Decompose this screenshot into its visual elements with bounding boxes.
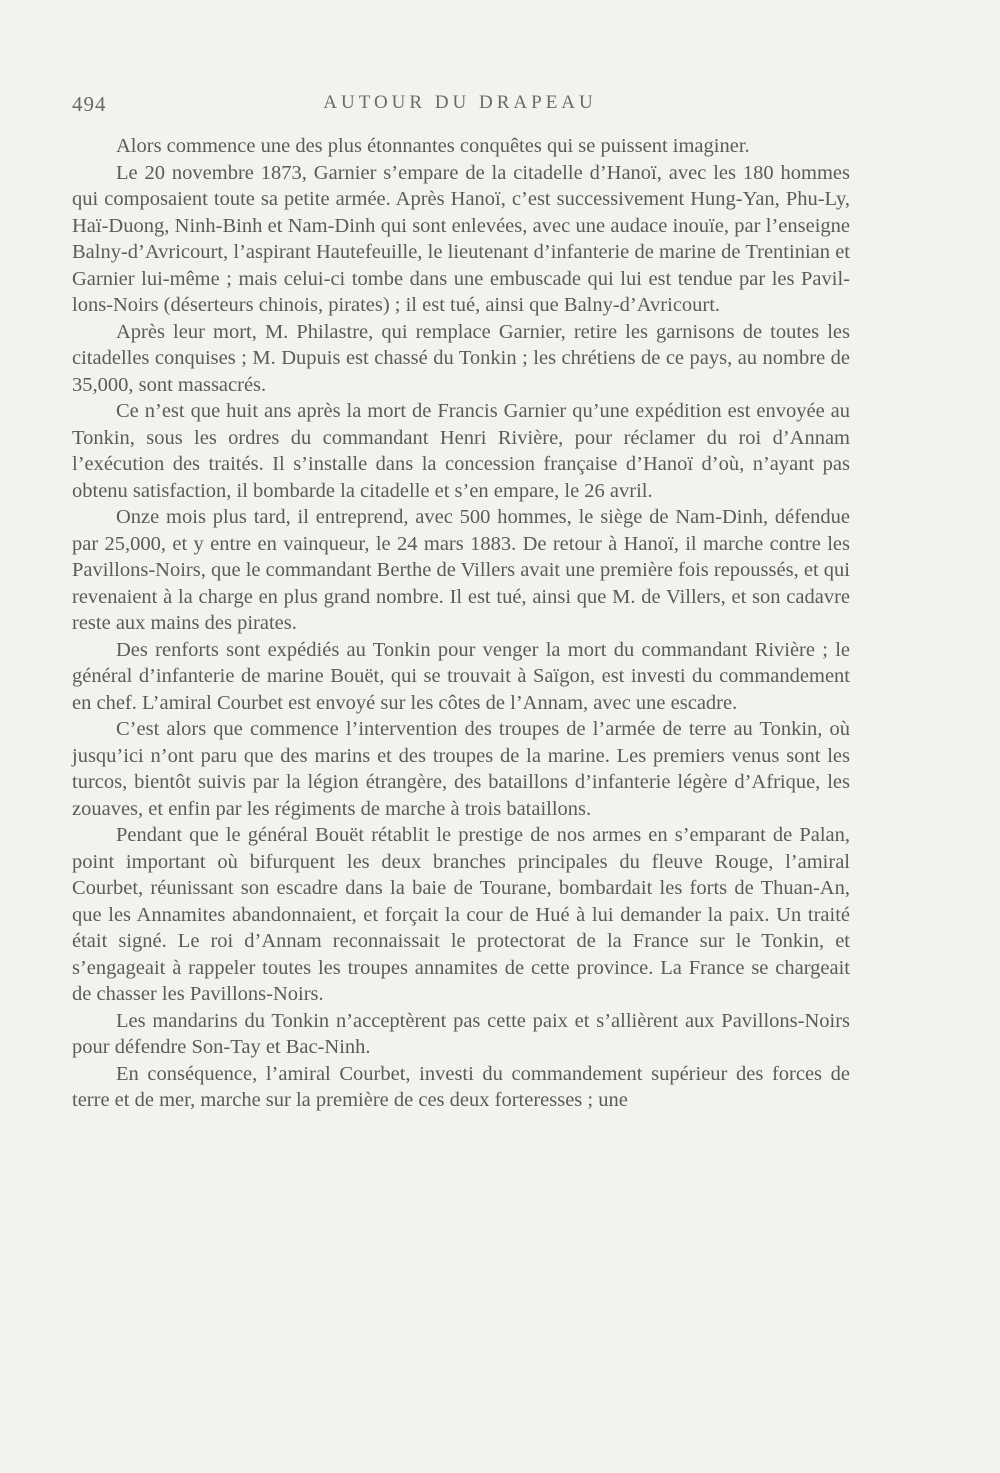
page-header [72, 92, 848, 122]
paragraph: En conséquence, l’amiral Courbet, investi du commandement supérieur des forces de terre et de mer, marche sur la première de ces deux forteresses ; une [72, 1062, 850, 1111]
paragraph: Alors commence une des plus étonnantes conquêtes qui se puissent imaginer. [116, 135, 750, 157]
paragraph: C’est alors que commence l’intervention des troupes de l’armée de terre au Tonkin, où jusqu’ici n’ont paru que des marins et des troupes de la marine. Les premiers venus sont les turcos, bientôt suivis par la légion étrangère, des bataillons d’infanterie légère d’Afrique, les zouaves, et enfin par les régiments de marche à trois bataillons. [72, 718, 850, 820]
paragraph: Onze mois plus tard, il entreprend, avec 500 hommes, le siège de Nam-Dinh, défendue par 25,000, et y entre en vainqueur, le 24 mars 1883. De retour à Hanoï, il marche contre les Pavillons-Noirs, que le commandant Berthe de Villers avait une première fois repoussés, et qui revenaient à la charge en plus grand nombre. Il est tué, ainsi que M. de Villers, et son cadavre reste aux mains des pirates. [72, 506, 850, 634]
paragraph: Les mandarins du Tonkin n’acceptèrent pas cette paix et s’allièrent aux Pavillons-Noirs pour défendre Son-Tay et Bac-Ninh. [72, 1009, 850, 1058]
running-title: AUTOUR DU DRAPEAU [323, 92, 597, 113]
paragraph: Des renforts sont expédiés au Tonkin pour venger la mort du commandant Rivière ; le général d’infanterie de marine Bouët, qui se trouvait à Saïgon, est investi du commandement en chef. L’amiral Courbet est envoyé sur les côtes de l’Annam, avec une escadre. [72, 638, 850, 714]
page-number: 494 [72, 92, 107, 116]
paragraph: Ce n’est que huit ans après la mort de Francis Garnier qu’une expédition est envoyée au Tonkin, sous les ordres du commandant Henri Rivière, pour réclamer du roi d’Annam l’exécution des traités. Il s’installe dans la concession française d’Hanoï d’où, n’ayant pas obtenu satisfaction, il bombarde la citadelle et s’en empare, le 26 avril. [72, 400, 850, 502]
paragraph: Pendant que le général Bouët rétablit le prestige de nos armes en s’emparant de Palan, point important où bifurquent les deux branches principales du fleuve Rouge, l’amiral Courbet, réunissant son escadre dans la baie de Tourane, bombardait les forts de Thuan-An, que les Annamites abandonnaient, et forçait la cour de Hué à lui demander la paix. Un traité était signé. Le roi d’Annam reconnaissait le protectorat de la France sur le Tonkin, et s’engageait à rappeler toutes les troupes annamites de cette province. La France se chargeait de chasser les Pavillons-Noirs. [72, 824, 850, 1005]
paragraph: Après leur mort, M. Philastre, qui remplace Garnier, retire les garnisons de toutes les citadelles conquises ; M. Dupuis est chassé du Tonkin ; les chrétiens de ce pays, au nombre de 35,000, sont massacrés. [72, 320, 850, 396]
body-text [72, 133, 850, 1114]
paragraph: Le 20 novembre 1873, Garnier s’empare de la citadelle d’Hanoï, avec les 180 hommes qui composaient toute sa petite armée. Après Hanoï, c’est successivement Hung-Yan, Phu-Ly, Haï-Duong, Ninh-Binh et Nam-Dinh qui sont enlevées, avec une audace inouïe, par l’enseigne Balny-d’Avricourt, l’aspirant Hautefeuille, le lieutenant d’infanterie de marine de Trentinian et Garnier lui-même ; mais celui-ci tombe dans une embuscade qui lui est tendue par les Pavillons-Noirs (déserteurs chinois, pirates) ; il est tué, ainsi que Balny-d’Avricourt. [72, 161, 850, 316]
